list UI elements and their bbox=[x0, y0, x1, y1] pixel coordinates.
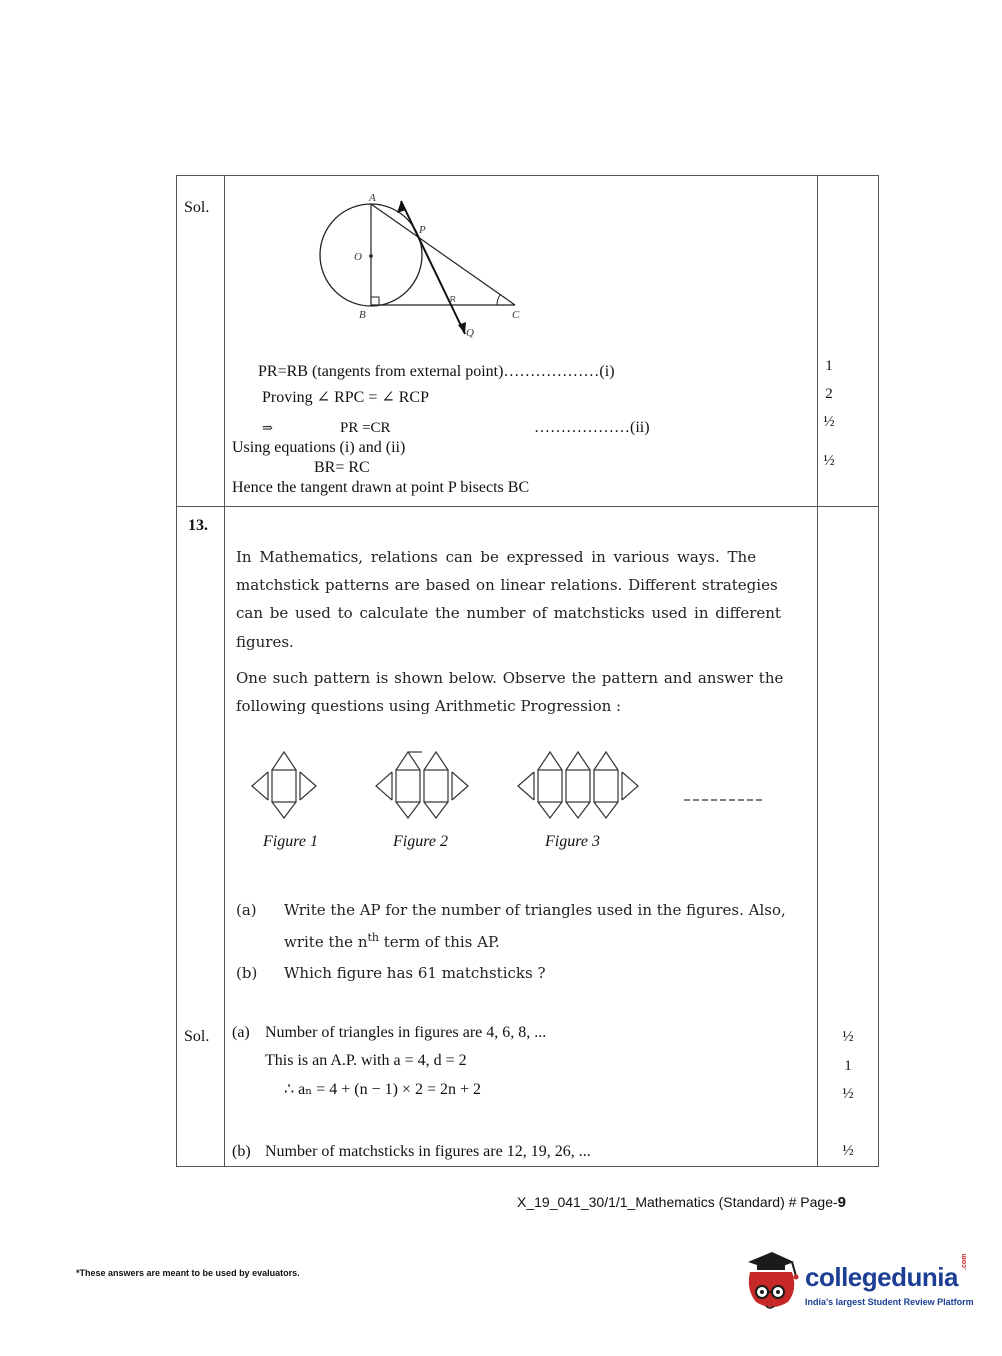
implies-symbol: ⇒ bbox=[262, 420, 273, 435]
part-a-line2 bbox=[284, 928, 500, 952]
page-number: 9 bbox=[837, 1194, 846, 1211]
q13-sol-label: Sol. bbox=[184, 1028, 210, 1045]
figure-3-label: Figure 3 bbox=[545, 833, 600, 850]
page-footer-code bbox=[517, 1194, 846, 1211]
brand-tagline: India's largest Student Review Platform bbox=[805, 1297, 974, 1307]
sol-a-line3: ∴ aₙ = 4 + (n − 1) × 2 = 2n + 2 bbox=[284, 1081, 481, 1098]
q13-para1-line1: In Mathematics, relations can be expressed in various ways. The bbox=[236, 548, 757, 566]
footer-code-text: X_19_041_30/1/1_Mathematics (Standard) # Page- bbox=[517, 1194, 838, 1210]
part-b-label: (b) bbox=[236, 964, 258, 982]
figure-2-drawing bbox=[376, 752, 468, 818]
label-r: R bbox=[450, 295, 456, 304]
label-q: Q bbox=[466, 327, 474, 339]
label-p: P bbox=[419, 224, 426, 236]
evaluator-note: *These answers are meant to be used by evaluators. bbox=[76, 1268, 300, 1278]
sol-a-line1: Number of triangles in figures are 4, 6, 8, ... bbox=[265, 1024, 547, 1041]
q12-mark-2: 2 bbox=[825, 386, 833, 402]
label-b: B bbox=[359, 309, 366, 321]
q13-mark-3: ½ bbox=[842, 1086, 854, 1102]
label-a: A bbox=[369, 192, 376, 204]
collegedunia-mascot-icon bbox=[742, 1250, 804, 1314]
part-a-line1: Write the AP for the number of triangles used in the figures. Also, bbox=[284, 901, 786, 919]
part-a-label: (a) bbox=[236, 901, 257, 919]
table-border-bottom bbox=[176, 1166, 879, 1167]
part-a-line2-pre: write the n bbox=[284, 933, 368, 951]
q13-para1-line4: figures. bbox=[236, 633, 294, 651]
brand-tld: .com bbox=[961, 1253, 968, 1270]
q12-mark-3: ½ bbox=[823, 414, 835, 430]
part-a-line2-post: term of this AP. bbox=[379, 933, 500, 951]
brand-name: collegedunia bbox=[805, 1262, 958, 1292]
q13-mark-1: ½ bbox=[842, 1029, 854, 1045]
q12-line-3-ref: ………………(ii) bbox=[534, 419, 650, 436]
figure-2-label: Figure 2 bbox=[393, 833, 448, 850]
sol-label: Sol. bbox=[184, 199, 210, 216]
q12-line-1: PR=RB (tangents from external point)………………(i) bbox=[258, 363, 615, 380]
q13-para1-line2: matchstick patterns are based on linear relations. Different strategies bbox=[236, 576, 778, 594]
q13-para2-line1: One such pattern is shown below. Observe the pattern and answer the bbox=[236, 669, 784, 687]
sol-b-label: (b) bbox=[232, 1143, 251, 1160]
q12-line-4: Using equations (i) and (ii) bbox=[232, 439, 406, 456]
q12-line-5: BR= RC bbox=[314, 459, 370, 476]
part-b-text: Which figure has 61 matchsticks ? bbox=[284, 964, 546, 982]
q13-mark-4: ½ bbox=[842, 1143, 854, 1159]
q12-mark-1: 1 bbox=[825, 358, 833, 374]
sol-a-label: (a) bbox=[232, 1024, 250, 1041]
part-a-line2-sup: th bbox=[367, 931, 379, 944]
q12-line-3: PR =CR bbox=[340, 420, 391, 436]
figure-3-drawing bbox=[518, 752, 638, 818]
q12-line-2: Proving ∠ RPC = ∠ RCP bbox=[262, 389, 429, 406]
label-c: C bbox=[512, 309, 520, 321]
q12-mark-4: ½ bbox=[823, 453, 835, 469]
q12-line-6: Hence the tangent drawn at point P bisects BC bbox=[232, 479, 530, 496]
label-o: O bbox=[354, 251, 362, 263]
question-number: 13. bbox=[188, 517, 208, 534]
sol-a-line2: This is an A.P. with a = 4, d = 2 bbox=[265, 1052, 467, 1069]
q13-mark-2: 1 bbox=[844, 1058, 852, 1074]
figure-1-drawing bbox=[252, 752, 316, 818]
sol-b-line1: Number of matchsticks in figures are 12, 19, 26, ... bbox=[265, 1143, 591, 1160]
q13-para1-line3: can be used to calculate the number of matchsticks used in different bbox=[236, 604, 781, 622]
q13-para2-line2: following questions using Arithmetic Progression : bbox=[236, 697, 622, 715]
figure-1-label: Figure 1 bbox=[263, 833, 318, 850]
